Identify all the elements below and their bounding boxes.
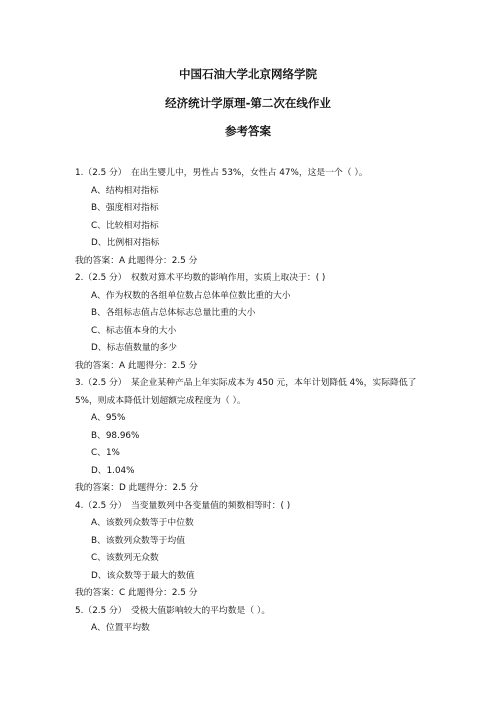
question-stem: 4.（2.5 分） 当变量数列中各变量值的频数相等时：( ) [75,500,291,511]
question-2 [75,270,427,375]
option-b: B、各组标志值占总体标志总量比重的大小 [91,308,256,318]
school-title: 中国石油大学北京网络学院 [179,67,317,81]
my-answer: 我的答案：A 此题得分：2.5 分 [75,360,198,371]
option-a: A、95% [91,413,126,423]
option-b: B、98.96% [91,430,140,441]
answer-key-title: 参考答案 [225,124,271,138]
option-a: A、作为权数的各组单位数占总体单位数比重的大小 [91,290,291,301]
option-a: A、该数列众数等于中位数 [91,518,194,528]
my-answer: 我的答案：C 此题得分：2.5 分 [75,588,198,598]
option-c: C、1% [91,448,120,458]
question-4 [75,498,427,603]
option-c: C、该数列无众数 [91,553,159,563]
option-a: A、位置平均数 [91,623,150,633]
option-d: D、该众数等于最大的数值 [91,570,195,581]
question-list [75,165,427,638]
course-title: 经济统计学原理-第二次在线作业 [165,96,331,110]
my-answer: 我的答案：D 此题得分：2.5 分 [75,483,199,493]
question-3 [75,375,427,498]
option-a: A、结构相对指标 [91,185,159,196]
question-5 [75,603,427,638]
option-c: C、比较相对指标 [91,220,159,231]
option-b: B、强度相对指标 [91,203,159,213]
option-b: B、该数列众数等于均值 [91,535,186,546]
question-1 [75,165,427,270]
question-stem: 5.（2.5 分） 受极大值影响较大的平均数是（ ）。 [75,605,271,616]
question-stem: 3.（2.5 分） 某企业某种产品上年实际成本为 450 元，本年计划降低 4%，实际降低了 5%，则成本降低计划超额完成程度为（ ）。 [75,378,417,406]
question-stem: 1.（2.5 分） 在出生婴儿中，男性占 53%，女性占 47%，这是一个（ ）。 [75,168,368,178]
question-stem: 2.（2.5 分） 权数对算术平均数的影响作用，实质上取决于：( ) [75,273,326,283]
my-answer: 我的答案：A 此题得分：2.5 分 [75,255,198,266]
option-d: D、标志值数量的多少 [91,343,177,353]
option-d: D、1.04% [91,465,135,476]
option-c: C、标志值本身的大小 [91,325,177,336]
option-d: D、比例相对指标 [91,238,160,248]
